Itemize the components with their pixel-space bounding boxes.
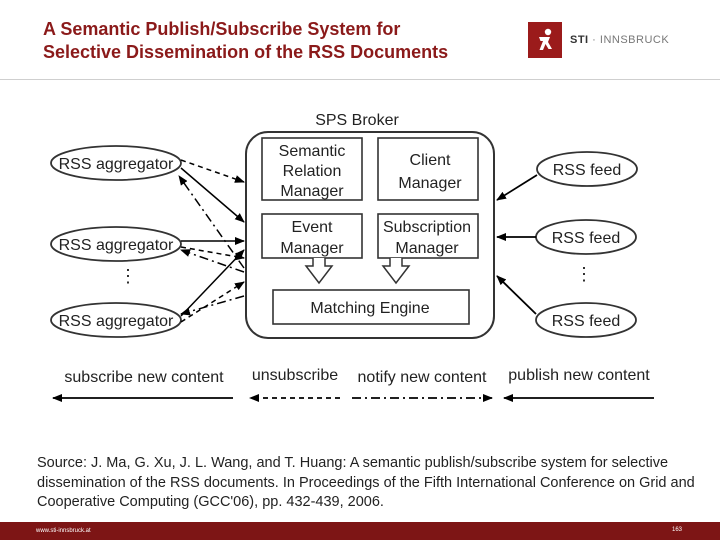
rss-aggregator-1-label: RSS aggregator	[58, 156, 174, 173]
event-to-engine-arrow	[306, 258, 332, 283]
rss-feed-2-label: RSS feed	[551, 230, 621, 247]
event-label-2: Manager	[280, 240, 344, 257]
notify-arrow-2	[181, 250, 244, 272]
subscription-to-engine-arrow	[383, 258, 409, 283]
logo-text-rest: · INNSBRUCK	[588, 34, 670, 46]
legend-subscribe-label: subscribe new content	[64, 369, 224, 386]
rss-feed-1-label: RSS feed	[552, 162, 622, 179]
rss-aggregator-2-label: RSS aggregator	[58, 237, 174, 254]
unsubscribe-arrow-1	[181, 160, 244, 182]
notify-arrow-3	[181, 296, 244, 314]
aggregator-ellipsis: ⋮	[119, 266, 137, 286]
semantic-label-3: Manager	[280, 183, 344, 200]
slide-title-line-2: Selective Dissemination of the RSS Documents	[43, 42, 449, 62]
semantic-label-1: Semantic	[278, 143, 346, 160]
footer-url: www.sti-innsbruck.at	[36, 528, 91, 534]
publish-arrows	[497, 175, 537, 314]
feed-ellipsis: ⋮	[575, 264, 593, 284]
page-number: 163	[671, 527, 682, 533]
notify-arrows	[179, 176, 244, 314]
unsubscribe-arrow-2	[181, 247, 244, 258]
event-label-1: Event	[291, 219, 333, 236]
source-citation: Source: J. Ma, G. Xu, J. L. Wang, and T. Huang: A semantic publish/subscribe system for selective dissemination of the RSS documents. In Proceedings of the Fifth International Conference on Grid and Cooperative Computing (GCC'06), pp. 432-439, 2006.	[37, 455, 695, 510]
subscribe-arrow-1	[181, 168, 244, 222]
notify-arrow-1	[179, 176, 244, 268]
rss-aggregator-3-label: RSS aggregator	[58, 313, 174, 330]
subscribe-arrow-3	[181, 250, 244, 316]
legend-unsubscribe-label: unsubscribe	[251, 367, 339, 384]
logo-text-bold: STI	[570, 34, 589, 46]
rss-feed-3-label: RSS feed	[551, 313, 621, 330]
client-label-2: Manager	[398, 175, 462, 192]
client-label-1: Client	[409, 152, 451, 169]
legend-notify-label: notify new content	[357, 369, 487, 386]
matching-engine-label: Matching Engine	[310, 300, 430, 317]
publish-arrow-1	[497, 175, 537, 200]
legend-publish-label: publish new content	[508, 367, 650, 384]
slide-title-line-1: A Semantic Publish/Subscribe System for	[43, 19, 401, 39]
subscribe-arrows	[181, 168, 244, 316]
unsubscribe-arrow-3	[181, 282, 244, 322]
semantic-label-2: Relation	[282, 163, 342, 180]
publish-arrow-3	[497, 276, 536, 314]
subscription-label-2: Manager	[395, 240, 459, 257]
footer-bar	[0, 522, 720, 540]
subscription-label-1: Subscription	[382, 219, 472, 236]
broker-title: SPS Broker	[315, 112, 399, 129]
